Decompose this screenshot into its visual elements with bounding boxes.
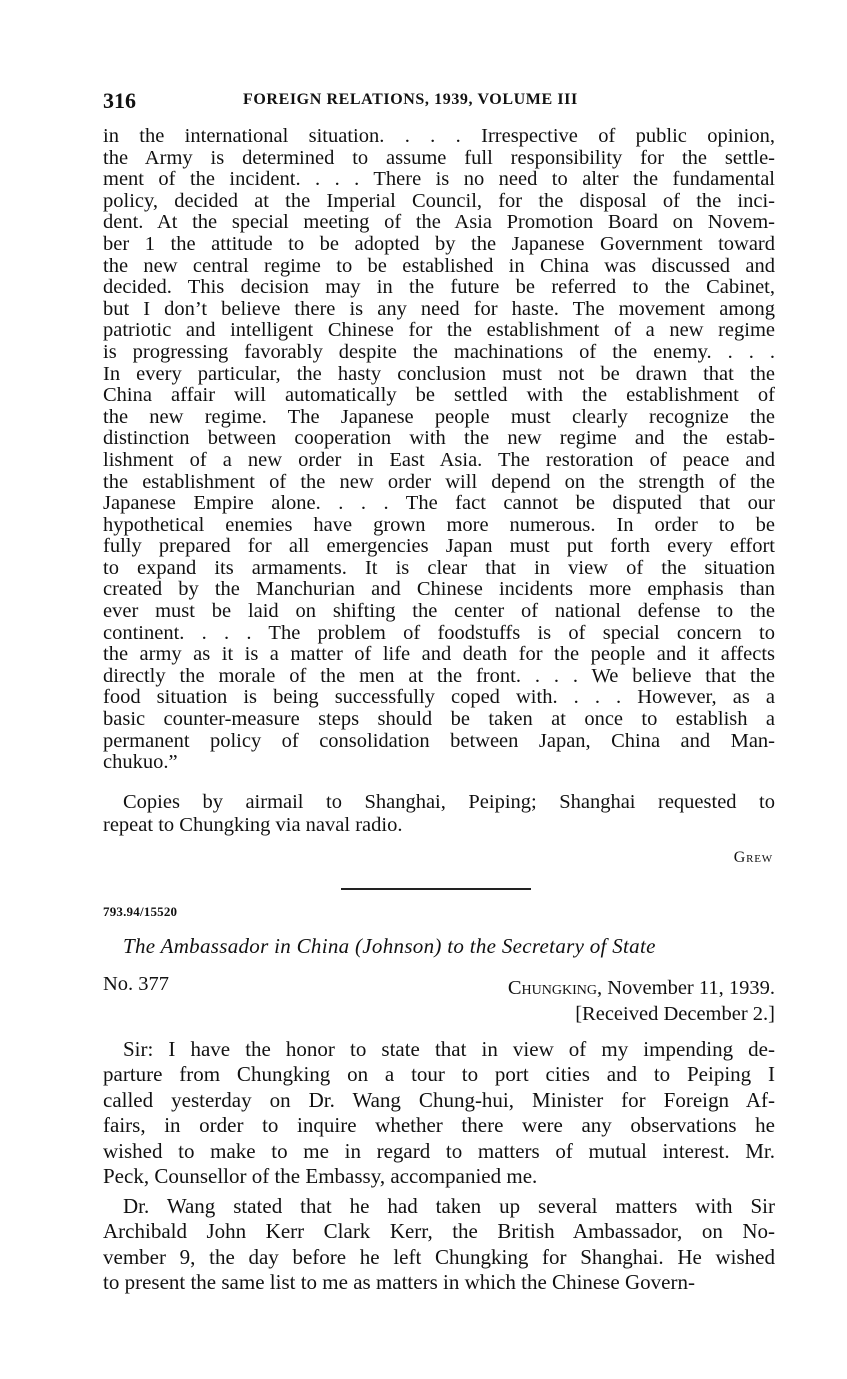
text-line: patriotic and intelligent Chinese for the establishment of a new regime — [103, 319, 775, 342]
dispatch-dateline — [508, 975, 775, 1001]
dispatch-place: Chungking — [507, 976, 597, 999]
document-heading: The Ambassador in China (Johnson) to the Secretary of State — [123, 933, 656, 958]
text-line: In every particular, the hasty conclusion must not be drawn that the — [103, 362, 775, 385]
text-line: continent. . . . The problem of foodstuffs is of special concern to — [103, 621, 775, 644]
text-line: the establishment of the new order will depend on the strength of the — [103, 470, 775, 493]
text-line: Copies by airmail to Shanghai, Peiping; Shanghai requested to — [123, 790, 775, 813]
text-line: Archibald John Kerr Clark Kerr, the British Ambassador, on No- — [103, 1219, 775, 1244]
quoted-report-paragraph — [103, 126, 775, 774]
document-page — [103, 88, 775, 1296]
text-line: permanent policy of consolidation between Japan, China and Man- — [103, 729, 775, 752]
text-line: fully prepared for all emergencies Japan must put forth every effort — [103, 535, 775, 558]
text-line: the new regime. The Japanese people must clearly recognize the — [103, 405, 775, 428]
text-line: fairs, in order to inquire whether there were any observations he — [103, 1113, 775, 1138]
text-line: in the international situation. . . . Irrespective of public opinion, — [103, 125, 775, 147]
received-date: [Received December 2.] — [575, 1002, 775, 1025]
letter-paragraph-2 — [103, 1194, 775, 1296]
dispatch-number: No. 377 — [103, 972, 170, 995]
letter-paragraph-1 — [103, 1037, 775, 1190]
text-line: called yesterday on Dr. Wang Chung-hui, Minister for Foreign Af- — [103, 1087, 775, 1112]
text-line: created by the Manchurian and Chinese incidents more emphasis than — [103, 578, 775, 601]
dispatch-place-date — [508, 975, 775, 1027]
text-line: ever must be laid on shifting the center of national defense to the — [103, 600, 775, 623]
text-line: to present the same list to me as matters in which the Chinese Govern- — [103, 1270, 695, 1295]
text-line: policy, decided at the Imperial Council, for the disposal of the inci- — [103, 189, 775, 212]
text-line: directly the morale of the men at the front. . . . We believe that the — [103, 664, 775, 687]
text-line: ber 1 the attitude to be adopted by the Japanese Government toward — [103, 232, 775, 255]
text-line: the new central regime to be established in China was discussed and — [103, 254, 775, 277]
text-line: dent. At the special meeting of the Asia Promotion Board on Novem- — [103, 211, 775, 234]
text-line: the Army is determined to assume full responsibility for the settle- — [103, 146, 775, 169]
text-line: to expand its armaments. It is clear that in view of the situation — [103, 556, 775, 579]
page-number: 316 — [103, 88, 136, 113]
text-line: parture from Chungking on a tour to port cities and to Peiping I — [103, 1062, 775, 1087]
text-line: wished to make to me in regard to matters of mutual interest. Mr. — [103, 1138, 775, 1163]
file-number: 793.94/15520 — [103, 903, 178, 919]
text-line: hypothetical enemies have grown more numerous. In order to be — [103, 513, 775, 536]
text-line: the army as it is a matter of life and death for the people and it affects — [103, 643, 775, 666]
text-line: chukuo.” — [103, 751, 178, 774]
text-line: distinction between cooperation with the new regime and the estab- — [103, 427, 775, 450]
text-line: but I don’t believe there is any need for haste. The movement among — [103, 297, 775, 320]
text-line: decided. This decision may in the future be referred to the Cabinet, — [103, 276, 775, 299]
running-title: FOREIGN RELATIONS, 1939, VOLUME III — [243, 91, 578, 108]
dispatch-header — [103, 973, 775, 1033]
section-divider — [341, 888, 531, 890]
distribution-note — [103, 791, 775, 837]
text-line: Japanese Empire alone. . . . The fact cannot be disputed that our — [103, 492, 775, 515]
text-line: China affair will automatically be settled with the establishment of — [103, 384, 775, 407]
text-line: is progressing favorably despite the machinations of the enemy. . . . — [103, 340, 775, 363]
text-line: repeat to Chungking via naval radio. — [103, 813, 403, 836]
running-header — [103, 88, 775, 118]
text-line: Dr. Wang stated that he had taken up several matters with Sir — [123, 1193, 775, 1218]
text-line: lishment of a new order in East Asia. The restoration of peace and — [103, 448, 775, 471]
text-line: vember 9, the day before he left Chungking for Shanghai. He wished — [103, 1244, 775, 1269]
text-line: Peck, Counsellor of the Embassy, accompanied me. — [103, 1164, 538, 1189]
dispatch-date: , November 11, 1939. — [596, 976, 775, 999]
text-line: ment of the incident. . . . There is no need to alter the fundamental — [103, 168, 775, 191]
text-line: food situation is being successfully coped with. . . . However, as a — [103, 686, 775, 709]
text-line: basic counter-measure steps should be taken at once to establish a — [103, 708, 775, 731]
signature: Grew — [733, 848, 773, 866]
text-line: Sir: I have the honor to state that in view of my impending de- — [123, 1036, 775, 1061]
